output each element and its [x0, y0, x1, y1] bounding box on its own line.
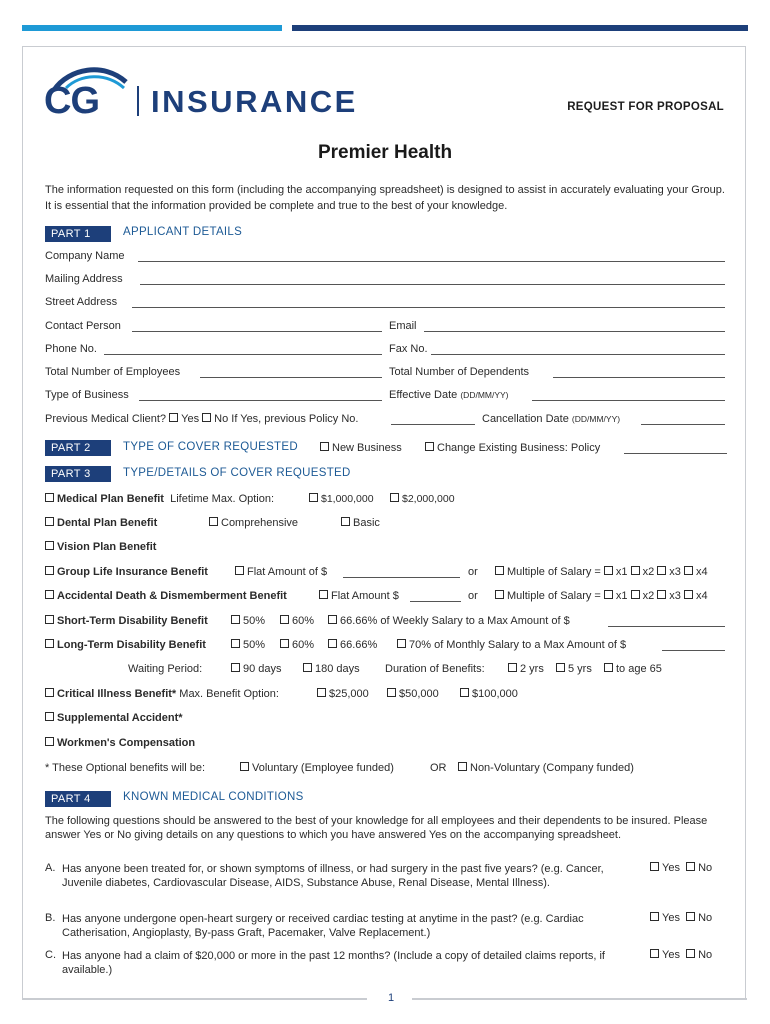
x1-label: x1: [615, 566, 628, 578]
workmen-comp-option: [45, 737, 195, 749]
previous-client-no-checkbox[interactable]: [202, 413, 211, 422]
add-flat-label: Flat Amount $: [331, 590, 399, 602]
std-label: Short-Term Disability Benefit: [57, 615, 208, 627]
group-life-checkbox[interactable]: [45, 566, 54, 575]
group-life-or: or: [468, 566, 478, 578]
email-label: Email: [389, 320, 417, 332]
waiting-180-option: [303, 663, 360, 675]
waiting-180-label: 180 days: [315, 663, 360, 675]
mailing-address-label: Mailing Address: [45, 273, 123, 285]
part4-badge: PART 4: [45, 791, 111, 807]
effective-date-label: [389, 389, 509, 401]
question-b-letter: B.: [45, 912, 56, 924]
effective-date-format: (DD/MM/YY): [460, 390, 509, 400]
waiting-90-checkbox[interactable]: [231, 663, 240, 672]
no-label: No: [698, 862, 713, 874]
medical-2m-option: [390, 493, 455, 505]
group-life-x3-checkbox[interactable]: [657, 566, 666, 575]
dental-basic-checkbox[interactable]: [341, 517, 350, 526]
std-6666-checkbox[interactable]: [328, 615, 337, 624]
critical-50k-label: $50,000: [399, 688, 439, 700]
question-b-no-checkbox[interactable]: [686, 912, 695, 921]
group-life-multiple-row: [495, 566, 708, 578]
logo-cg-text: CG: [44, 80, 99, 122]
critical-illness-checkbox[interactable]: [45, 688, 54, 697]
employees-field[interactable]: [200, 377, 382, 378]
optional-or: OR: [430, 762, 447, 774]
x4-label: x4: [695, 566, 708, 578]
ltd-6666-label: 66.66%: [340, 639, 378, 651]
ltd-6666-option: [328, 639, 377, 651]
page-title: Premier Health: [317, 142, 453, 163]
add-or: or: [468, 590, 478, 602]
voluntary-checkbox[interactable]: [240, 762, 249, 771]
ltd-option: [45, 639, 206, 651]
contact-person-label: Contact Person: [45, 320, 121, 332]
employees-label: Total Number of Employees: [45, 366, 181, 378]
question-c-yes-checkbox[interactable]: [650, 949, 659, 958]
ltd-checkbox[interactable]: [45, 639, 54, 648]
ltd-6666-checkbox[interactable]: [328, 639, 337, 648]
business-type-label: Type of Business: [45, 389, 129, 401]
std-6666-label: 66.66% of Weekly Salary to a Max Amount of $: [340, 615, 570, 627]
question-a-letter: A.: [45, 862, 56, 874]
ltd-label: Long-Term Disability Benefit: [57, 639, 206, 651]
no-label: No: [698, 912, 713, 924]
duration-2yrs-option: [508, 663, 544, 675]
add-multiple-row: [495, 590, 708, 602]
add-multiple-checkbox[interactable]: [495, 590, 504, 599]
std-max-amount-field[interactable]: [608, 626, 725, 627]
no-label: No: [214, 413, 229, 425]
dependents-field[interactable]: [553, 377, 725, 378]
cancellation-date-field[interactable]: [641, 424, 725, 425]
part1-title: APPLICANT DETAILS: [123, 226, 243, 238]
duration-5yrs-option: [556, 663, 592, 675]
group-life-x4-checkbox[interactable]: [684, 566, 693, 575]
duration-label: Duration of Benefits:: [385, 663, 485, 675]
std-60-label: 60%: [292, 615, 315, 627]
phone-label: Phone No.: [45, 343, 97, 355]
add-flat-option: [319, 590, 399, 602]
new-business-checkbox[interactable]: [320, 442, 329, 451]
question-a-answer: [650, 862, 712, 874]
yes-label: Yes: [662, 912, 680, 924]
part1-badge: PART 1: [45, 226, 111, 242]
critical-100k-option: [460, 688, 518, 700]
std-50-checkbox[interactable]: [231, 615, 240, 624]
workmen-comp-checkbox[interactable]: [45, 737, 54, 746]
group-life-label: Group Life Insurance Benefit: [57, 566, 208, 578]
group-life-x1-checkbox[interactable]: [604, 566, 613, 575]
dental-plan-checkbox[interactable]: [45, 517, 54, 526]
supplemental-accident-label: Supplemental Accident*: [57, 712, 183, 724]
new-business-label: New Business: [332, 442, 402, 454]
previous-client-label: Previous Medical Client?: [45, 413, 167, 425]
part2-badge: PART 2: [45, 440, 111, 456]
group-life-flat-checkbox[interactable]: [235, 566, 244, 575]
previous-policy-label: If Yes, previous Policy No.: [231, 413, 359, 425]
vision-plan-option: [45, 541, 156, 553]
yes-label: Yes: [662, 862, 680, 874]
logo-wordmark: INSURANCE: [151, 84, 358, 119]
ltd-max-amount-field[interactable]: [662, 650, 725, 651]
cancellation-date-format: (DD/MM/YY): [571, 414, 621, 424]
supplemental-accident-option: [45, 712, 183, 724]
new-business-option: [320, 442, 402, 454]
logo-divider: [137, 86, 139, 116]
change-existing-checkbox[interactable]: [425, 442, 434, 451]
non-voluntary-label: Non-Voluntary (Company funded): [470, 762, 634, 774]
add-label: Accidental Death & Dismemberment Benefit: [57, 590, 287, 602]
critical-50k-option: [387, 688, 439, 700]
duration-age65-option: [604, 663, 662, 675]
part3-title: TYPE/DETAILS OF COVER REQUESTED: [123, 467, 351, 479]
add-option: [45, 590, 287, 602]
question-c-no-checkbox[interactable]: [686, 949, 695, 958]
waiting-180-checkbox[interactable]: [303, 663, 312, 672]
add-x1-checkbox[interactable]: [604, 590, 613, 599]
voluntary-label: Voluntary (Employee funded): [252, 762, 394, 774]
question-b-yes-checkbox[interactable]: [650, 912, 659, 921]
group-life-multiple-label: Multiple of Salary =: [507, 566, 601, 578]
dental-comprehensive-option: [209, 517, 298, 529]
fax-field[interactable]: [431, 354, 725, 355]
medical-2m-checkbox[interactable]: [390, 493, 399, 502]
waiting-90-label: 90 days: [243, 663, 282, 675]
question-c-text: Has anyone had a claim of $20,000 or more in the past 12 months? (Include a copy of detailed claims reports, if available.): [62, 950, 605, 976]
x4-label: x4: [695, 590, 708, 602]
x2-label: x2: [642, 566, 655, 578]
change-existing-option: [425, 442, 600, 454]
add-checkbox[interactable]: [45, 590, 54, 599]
critical-25k-checkbox[interactable]: [317, 688, 326, 697]
std-6666-option: [328, 615, 570, 627]
x3-label: x3: [669, 590, 681, 602]
question-a-yes-checkbox[interactable]: [650, 862, 659, 871]
critical-100k-checkbox[interactable]: [460, 688, 469, 697]
ltd-60-option: [280, 639, 314, 651]
workmen-comp-label: Workmen's Compensation: [57, 737, 196, 749]
ltd-70-checkbox[interactable]: [397, 639, 406, 648]
duration-2yrs-checkbox[interactable]: [508, 663, 517, 672]
group-life-flat-label: Flat Amount of $: [247, 566, 328, 578]
medical-1m-checkbox[interactable]: [309, 493, 318, 502]
previous-client-yes-checkbox[interactable]: [169, 413, 178, 422]
x2-label: x2: [642, 590, 655, 602]
ltd-70-option: [397, 639, 626, 651]
std-option: [45, 615, 208, 627]
contact-person-field[interactable]: [132, 331, 382, 332]
critical-25k-option: [317, 688, 369, 700]
voluntary-option: [240, 762, 394, 774]
intro-paragraph: The information requested on this form (including the accompanying spreadsheet) is designed to assist in accurately evaluating your Group. It is essential that the information provided be complete and true to the best of your knowledge.: [45, 184, 725, 212]
duration-age65-label: to age 65: [616, 663, 662, 675]
fax-label: Fax No.: [389, 343, 428, 355]
vision-plan-label: Vision Plan Benefit: [57, 541, 157, 553]
business-type-field[interactable]: [139, 400, 382, 401]
add-multiple-label: Multiple of Salary =: [507, 590, 601, 602]
lifetime-max-label: Lifetime Max. Option:: [170, 493, 275, 505]
medical-1m-label: $1,000,000: [321, 493, 374, 505]
std-50-option: [231, 615, 265, 627]
footer-rule-left: [22, 998, 367, 1000]
group-life-option: [45, 566, 208, 578]
no-label: No: [698, 949, 713, 961]
document-type-label: REQUEST FOR PROPOSAL: [567, 101, 724, 113]
ltd-60-checkbox[interactable]: [280, 639, 289, 648]
x1-label: x1: [615, 590, 628, 602]
add-flat-field[interactable]: [410, 601, 461, 602]
company-name-field[interactable]: [138, 261, 725, 262]
waiting-90-option: [231, 663, 282, 675]
page-number: 1: [387, 992, 395, 1004]
cancellation-date-text: Cancellation Date: [482, 413, 569, 425]
x3-label: x3: [669, 566, 681, 578]
duration-5yrs-checkbox[interactable]: [556, 663, 565, 672]
dental-basic-label: Basic: [353, 517, 380, 529]
dental-basic-option: [341, 517, 380, 529]
ltd-50-option: [231, 639, 265, 651]
previous-policy-field[interactable]: [391, 424, 475, 425]
medical-2m-label: $2,000,000: [402, 493, 455, 505]
group-life-multiple-checkbox[interactable]: [495, 566, 504, 575]
ltd-50-checkbox[interactable]: [231, 639, 240, 648]
critical-50k-checkbox[interactable]: [387, 688, 396, 697]
question-c-answer: [650, 949, 712, 961]
company-name-label: Company Name: [45, 250, 125, 262]
email-field[interactable]: [424, 331, 725, 332]
non-voluntary-checkbox[interactable]: [458, 762, 467, 771]
yes-label: Yes: [662, 949, 680, 961]
add-x4-checkbox[interactable]: [684, 590, 693, 599]
std-60-checkbox[interactable]: [280, 615, 289, 624]
add-x2-checkbox[interactable]: [631, 590, 640, 599]
question-b-answer: [650, 912, 712, 924]
group-life-x2-checkbox[interactable]: [631, 566, 640, 575]
waiting-period-label: Waiting Period:: [128, 663, 203, 675]
ltd-70-label: 70% of Monthly Salary to a Max Amount of $: [409, 639, 627, 651]
existing-policy-field[interactable]: [624, 453, 727, 454]
question-a-text: Has anyone been treated for, or shown symptoms of illness, or had surgery in the past five years? (e.g. Cancer, Juvenile diabetes, Cardiovascular Disease, AIDS, Substance Abuse, Renal Disease, Mental Illness).: [62, 863, 604, 889]
part2-title: TYPE OF COVER REQUESTED: [123, 441, 298, 453]
duration-2yrs-label: 2 yrs: [520, 663, 544, 675]
add-x3-checkbox[interactable]: [657, 590, 666, 599]
group-life-flat-field[interactable]: [343, 577, 460, 578]
add-flat-checkbox[interactable]: [319, 590, 328, 599]
medical-plan-label: Medical Plan Benefit: [57, 493, 164, 505]
effective-date-text: Effective Date: [389, 389, 458, 401]
dental-plan-option: [45, 517, 157, 529]
critical-25k-label: $25,000: [329, 688, 369, 700]
part4-title: KNOWN MEDICAL CONDITIONS: [123, 791, 304, 803]
dental-comprehensive-checkbox[interactable]: [209, 517, 218, 526]
yes-label: Yes: [181, 413, 200, 425]
effective-date-field[interactable]: [532, 400, 725, 401]
max-benefit-label: Max. Benefit Option:: [179, 688, 279, 700]
group-life-flat-option: [235, 566, 327, 578]
duration-age65-checkbox[interactable]: [604, 663, 613, 672]
critical-illness-row: [45, 688, 279, 700]
top-accent-bar-dark: [292, 25, 748, 31]
street-address-field[interactable]: [132, 307, 725, 308]
question-a-no-checkbox[interactable]: [686, 862, 695, 871]
part3-badge: PART 3: [45, 466, 111, 482]
std-50-label: 50%: [243, 615, 266, 627]
critical-illness-label: Critical Illness Benefit*: [57, 688, 177, 700]
std-60-option: [280, 615, 314, 627]
critical-100k-label: $100,000: [472, 688, 518, 700]
part4-paragraph: The following questions should be answered to the best of your knowledge for all employees and their dependents to be insured. Please answer Yes or No giving details on any questions to which you have answered Yes on the accompanying spreadsheet.: [45, 815, 708, 841]
optional-note-label: * These Optional benefits will be:: [45, 762, 205, 774]
duration-5yrs-label: 5 yrs: [568, 663, 592, 675]
change-existing-label: Change Existing Business: Policy: [437, 442, 601, 454]
street-address-label: Street Address: [45, 296, 118, 308]
previous-client-row: [45, 413, 358, 425]
ltd-60-label: 60%: [292, 639, 315, 651]
non-voluntary-option: [458, 762, 634, 774]
dependents-label: Total Number of Dependents: [389, 366, 530, 378]
medical-plan-checkbox[interactable]: [45, 493, 54, 502]
question-c-letter: C.: [45, 949, 56, 961]
supplemental-accident-checkbox[interactable]: [45, 712, 54, 721]
dental-plan-label: Dental Plan Benefit: [57, 517, 158, 529]
mailing-address-field[interactable]: [140, 284, 725, 285]
question-b-text: Has anyone undergone open-heart surgery or received cardiac testing at anytime in the past? (e.g. Cardiac Catherisation, Angioplasty, By-pass Graft, Pacemaker, Valve Replacement.): [62, 913, 584, 939]
std-checkbox[interactable]: [45, 615, 54, 624]
medical-1m-option: [309, 493, 374, 505]
vision-plan-checkbox[interactable]: [45, 541, 54, 550]
cancellation-date-label: [482, 413, 620, 425]
medical-plan-row: [45, 493, 274, 505]
phone-field[interactable]: [104, 354, 382, 355]
dental-comprehensive-label: Comprehensive: [221, 517, 299, 529]
top-accent-bar-light: [22, 25, 282, 31]
ltd-50-label: 50%: [243, 639, 266, 651]
footer-rule-right: [412, 998, 747, 1000]
